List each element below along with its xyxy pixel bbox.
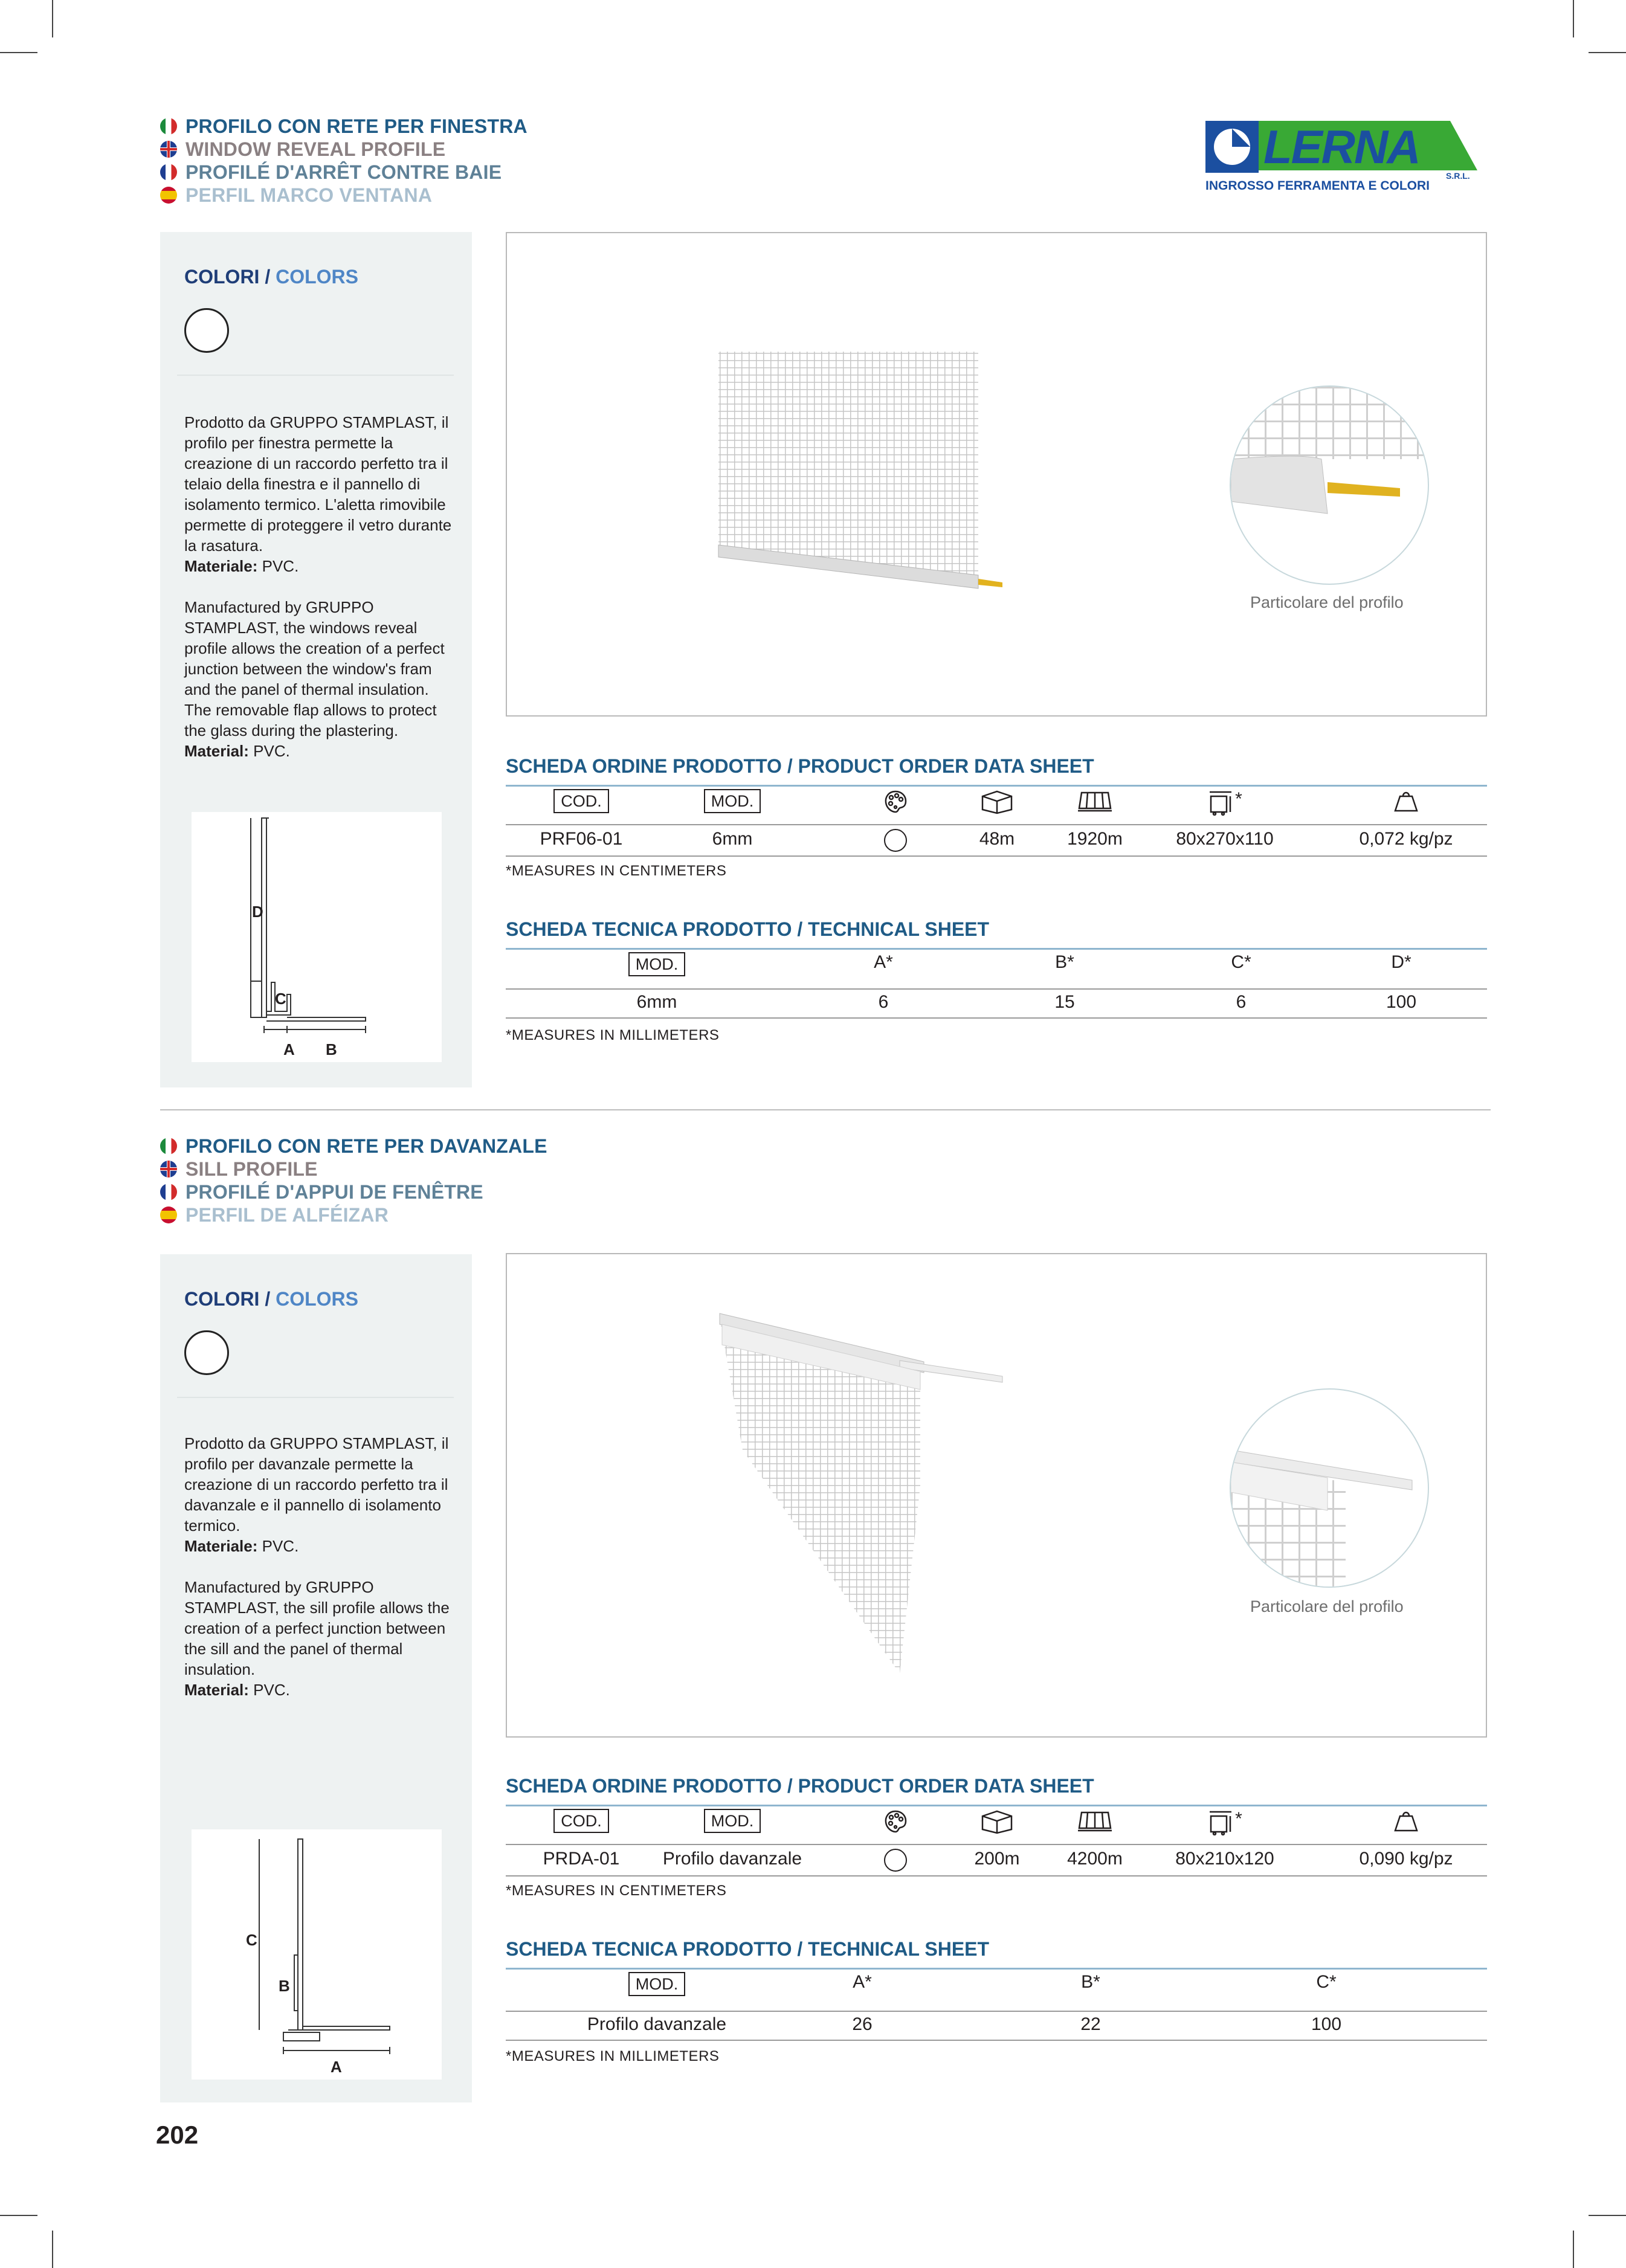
tech-header-c: C* <box>1231 952 1251 972</box>
color-palette-icon <box>880 789 911 819</box>
title-it: PROFILO CON RETE PER FINESTRA <box>160 115 527 138</box>
flag-uk-icon <box>160 141 177 158</box>
cod-header: COD. <box>553 789 609 813</box>
info-panel <box>160 1254 472 2102</box>
diagram-label-c: C <box>275 990 286 1008</box>
box-icon <box>976 1809 1018 1839</box>
order-row <box>506 1849 1487 1875</box>
flag-it-icon <box>160 1138 177 1155</box>
flag-es-icon <box>160 1206 177 1223</box>
product-description: Prodotto da GRUPPO STAMPLAST, il profilo per finestra permette la creazione di un raccordo perfetto tra il telaio della finestra e il pannello di isolamento termico. L'aletta rimovibile permette di proteggere il vetro durante la rasatura. Materiale: PVC. Manufactured by GRUPPO STAMPLAST, the windows reveal profile allows the creation of a perfect junction between the window's fram and the panel of thermal insulation. The removable flap allows to protect the glass during the plastering. Material: PVC. <box>184 413 452 760</box>
table-rule <box>506 2011 1487 2012</box>
tech-sheet-title: SCHEDA TECNICA PRODOTTO / TECHNICAL SHEET <box>506 1938 1487 1970</box>
info-panel <box>160 232 472 1087</box>
tech-b: 22 <box>1080 2014 1101 2034</box>
color-palette-icon <box>880 1809 911 1839</box>
diagram-label-a: A <box>283 1040 295 1058</box>
color-swatch-white <box>884 829 907 852</box>
crop-mark <box>1573 0 1574 37</box>
color-swatch-white <box>184 1330 229 1375</box>
order-mod: Profilo davanzale <box>662 1849 802 1869</box>
package-dimensions-icon: * <box>1201 789 1249 820</box>
crop-mark <box>1589 52 1626 53</box>
section-1-titles <box>160 115 527 207</box>
tech-mod-header: MOD. <box>628 1972 686 1996</box>
flag-fr-icon <box>160 164 177 181</box>
divider <box>177 375 454 376</box>
title-fr: PROFILÉ D'ARRÊT CONTRE BAIE <box>160 161 527 184</box>
title-it: PROFILO CON RETE PER DAVANZALE <box>160 1135 547 1158</box>
package-dimensions-icon: * <box>1201 1809 1249 1840</box>
tech-note: *MEASURES IN MILLIMETERS <box>506 2048 720 2064</box>
profile-diagram <box>192 1829 442 2080</box>
color-swatch-white <box>884 1849 907 1872</box>
product-description: Prodotto da GRUPPO STAMPLAST, il profilo per davanzale permette la creazione di un raccordo perfetto tra il davanzale e il pannello di isolamento termico. Materiale: PVC. Manufactured by GRUPPO STAMPLAST, the sill profile allows the creation of a perfect junction between the sill and the panel of thermal insulation. Material: PVC. <box>184 1434 450 1699</box>
diagram-label-d: D <box>252 903 263 921</box>
detail-caption: Particolare del profilo <box>1250 1597 1404 1616</box>
tech-header-b: B* <box>1081 1972 1100 1992</box>
crop-mark <box>52 0 53 37</box>
tech-header-a: A* <box>874 952 893 972</box>
cod-header: COD. <box>553 1809 609 1833</box>
title-en: SILL PROFILE <box>160 1158 547 1181</box>
order-sheet-title: SCHEDA ORDINE PRODOTTO / PRODUCT ORDER DATA SHEET <box>506 1775 1487 1806</box>
page-number: 202 <box>156 2121 199 2149</box>
tech-note: *MEASURES IN MILLIMETERS <box>506 1027 720 1043</box>
color-swatch-white <box>184 308 229 353</box>
tech-d: 100 <box>1386 992 1417 1012</box>
order-weight: 0,072 kg/pz <box>1359 829 1453 849</box>
tech-header-a: A* <box>853 1972 872 1992</box>
order-cod: PRF06-01 <box>540 829 623 849</box>
diagram-label-b: B <box>326 1040 337 1058</box>
crop-mark <box>52 2231 53 2268</box>
section-2-titles <box>160 1135 547 1226</box>
order-qty-box: 48m <box>979 829 1015 849</box>
tech-header-c: C* <box>1316 1972 1337 1992</box>
weight-icon <box>1382 1809 1430 1838</box>
table-rule <box>506 1844 1487 1845</box>
flag-uk-icon <box>160 1161 177 1177</box>
tech-mod: 6mm <box>636 992 677 1012</box>
flag-it-icon <box>160 118 177 135</box>
title-es: PERFIL MARCO VENTANA <box>160 184 527 207</box>
order-qty-pallet: 1920m <box>1067 829 1123 849</box>
title-en: WINDOW REVEAL PROFILE <box>160 138 527 161</box>
crop-mark <box>0 52 37 53</box>
tech-c: 100 <box>1311 2014 1342 2034</box>
divider <box>177 1397 454 1398</box>
tech-mod-header: MOD. <box>628 952 686 976</box>
pallet-icon <box>1074 1809 1116 1839</box>
table-rule <box>506 855 1487 857</box>
tech-header-row <box>506 952 1487 984</box>
table-rule <box>506 2040 1487 2041</box>
tech-row <box>506 2014 1487 2041</box>
title-es: PERFIL DE ALFÉIZAR <box>160 1203 547 1226</box>
crop-mark <box>1589 2215 1626 2216</box>
pallet-icon <box>1074 789 1116 819</box>
tech-header-d: D* <box>1391 952 1411 972</box>
flag-fr-icon <box>160 1184 177 1200</box>
tech-sheet-title: SCHEDA TECNICA PRODOTTO / TECHNICAL SHEET <box>506 918 1487 950</box>
product-image-box <box>506 232 1487 717</box>
order-cod: PRDA-01 <box>543 1849 620 1869</box>
diagram-label-a: A <box>331 2058 342 2076</box>
detail-caption: Particolare del profilo <box>1250 593 1404 611</box>
order-qty-box: 200m <box>974 1849 1020 1869</box>
tech-b: 15 <box>1054 992 1075 1012</box>
tech-header-b: B* <box>1055 952 1074 972</box>
brand-srl: S.R.L. <box>1446 171 1470 181</box>
order-qty-pallet: 4200m <box>1067 1849 1123 1869</box>
table-rule <box>506 824 1487 825</box>
product-photo <box>718 1311 1008 1686</box>
crop-mark <box>1573 2231 1574 2268</box>
colors-heading: COLORI / COLORS <box>184 266 358 288</box>
table-rule <box>506 1875 1487 1877</box>
order-header-row <box>506 1809 1487 1840</box>
detail-circle <box>1230 1388 1429 1588</box>
tech-a: 6 <box>878 992 889 1012</box>
tech-mod: Profilo davanzale <box>587 2014 727 2034</box>
brand-name: LERNA <box>1263 120 1420 173</box>
mod-header: MOD. <box>704 789 761 813</box>
diagram-label-b: B <box>279 1977 290 1995</box>
order-row <box>506 829 1487 855</box>
table-rule <box>506 988 1487 990</box>
title-fr: PROFILÉ D'APPUI DE FENÊTRE <box>160 1181 547 1203</box>
mod-header: MOD. <box>704 1809 761 1833</box>
order-dims: 80x270x110 <box>1176 829 1274 849</box>
product-image-box <box>506 1253 1487 1738</box>
order-note: *MEASURES IN CENTIMETERS <box>506 863 727 879</box>
order-weight: 0,090 kg/pz <box>1359 1849 1453 1869</box>
order-sheet-title: SCHEDA ORDINE PRODOTTO / PRODUCT ORDER DATA SHEET <box>506 755 1487 787</box>
product-photo <box>712 346 1002 636</box>
tech-c: 6 <box>1236 992 1247 1012</box>
crop-mark <box>0 2215 37 2216</box>
table-rule <box>506 1017 1487 1019</box>
profile-diagram <box>192 812 442 1062</box>
order-header-row <box>506 789 1487 820</box>
order-dims: 80x210x120 <box>1175 1849 1274 1869</box>
brand-logo <box>1205 116 1481 196</box>
section-divider <box>160 1109 1491 1110</box>
tech-header-row <box>506 1972 1487 2003</box>
box-icon <box>976 789 1018 819</box>
diagram-label-c: C <box>246 1931 257 1949</box>
weight-icon <box>1382 789 1430 818</box>
brand-tagline: INGROSSO FERRAMENTA E COLORI <box>1205 179 1430 193</box>
order-mod: 6mm <box>712 829 753 849</box>
colors-heading: COLORI / COLORS <box>184 1288 358 1310</box>
tech-row <box>506 992 1487 1019</box>
flag-es-icon <box>160 187 177 204</box>
order-note: *MEASURES IN CENTIMETERS <box>506 1883 727 1899</box>
tech-a: 26 <box>852 2014 873 2034</box>
detail-circle <box>1230 385 1429 585</box>
